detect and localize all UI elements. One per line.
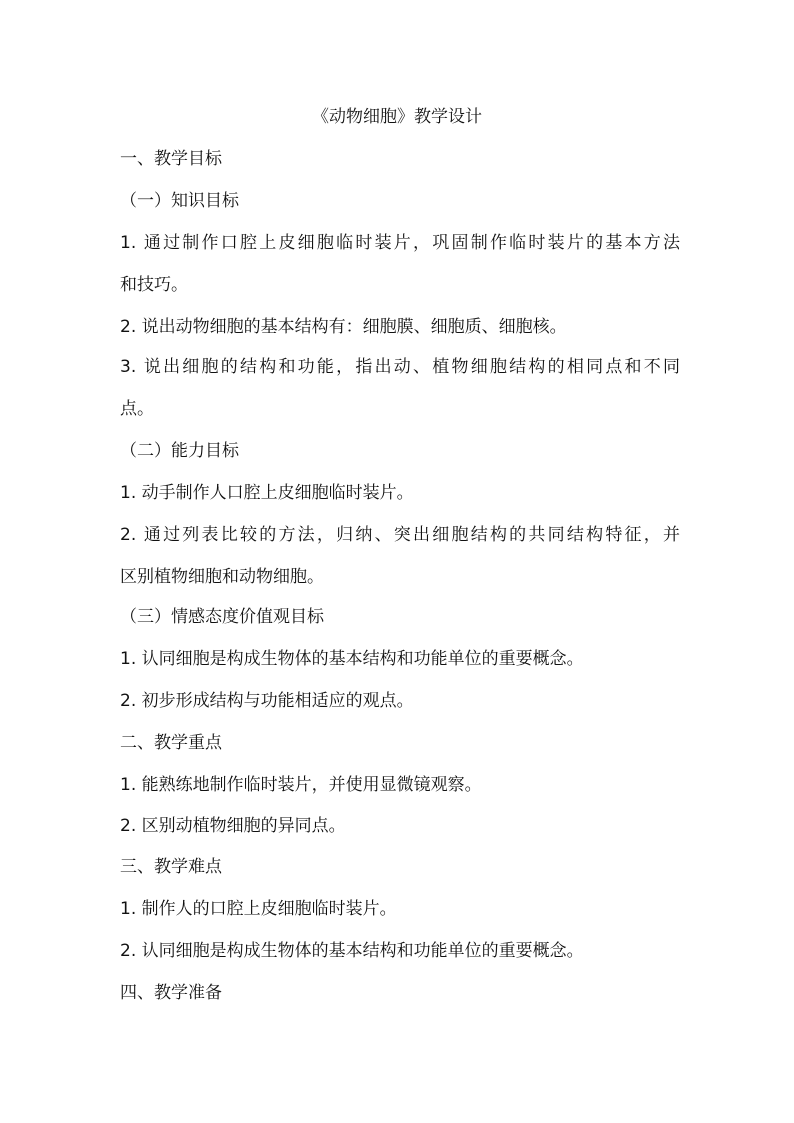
heading-teaching-objectives: 一、教学目标 xyxy=(120,149,222,169)
knowledge-item-1: 1. 通过制作口腔上皮细胞临时装片，巩固制作临时装片的基本方法 xyxy=(120,233,680,253)
heading-teaching-difficulties: 三、教学难点 xyxy=(120,857,222,877)
key-point-item-2: 2. 区别动植物细胞的异同点。 xyxy=(120,816,346,836)
key-point-item-1: 1. 能熟练地制作临时装片，并使用显微镜观察。 xyxy=(120,775,482,795)
heading-teaching-key-points: 二、教学重点 xyxy=(120,733,222,753)
knowledge-item-1-continued: 和技巧。 xyxy=(120,275,188,295)
ability-item-1: 1. 动手制作人口腔上皮细胞临时装片。 xyxy=(120,483,414,503)
subheading-attitude-objectives: （三）情感态度价值观目标 xyxy=(120,607,324,627)
knowledge-item-3: 3. 说出细胞的结构和功能，指出动、植物细胞结构的相同点和不同 xyxy=(120,357,680,377)
difficulty-item-2: 2. 认同细胞是构成生物体的基本结构和功能单位的重要概念。 xyxy=(120,941,584,961)
heading-teaching-preparation: 四、教学准备 xyxy=(120,983,222,1003)
difficulty-item-1: 1. 制作人的口腔上皮细胞临时装片。 xyxy=(120,899,397,919)
attitude-item-1: 1. 认同细胞是构成生物体的基本结构和功能单位的重要概念。 xyxy=(120,649,584,669)
subheading-knowledge-objectives: （一）知识目标 xyxy=(120,191,239,211)
subheading-ability-objectives: （二）能力目标 xyxy=(120,441,239,461)
knowledge-item-2: 2. 说出动物细胞的基本结构有：细胞膜、细胞质、细胞核。 xyxy=(120,317,567,337)
knowledge-item-3-continued: 点。 xyxy=(120,399,154,419)
document-title: 《动物细胞》教学设计 xyxy=(312,107,482,127)
attitude-item-2: 2. 初步形成结构与功能相适应的观点。 xyxy=(120,691,414,711)
ability-item-2-continued: 区别植物细胞和动物细胞。 xyxy=(120,567,324,587)
ability-item-2: 2. 通过列表比较的方法，归纳、突出细胞结构的共同结构特征，并 xyxy=(120,525,680,545)
